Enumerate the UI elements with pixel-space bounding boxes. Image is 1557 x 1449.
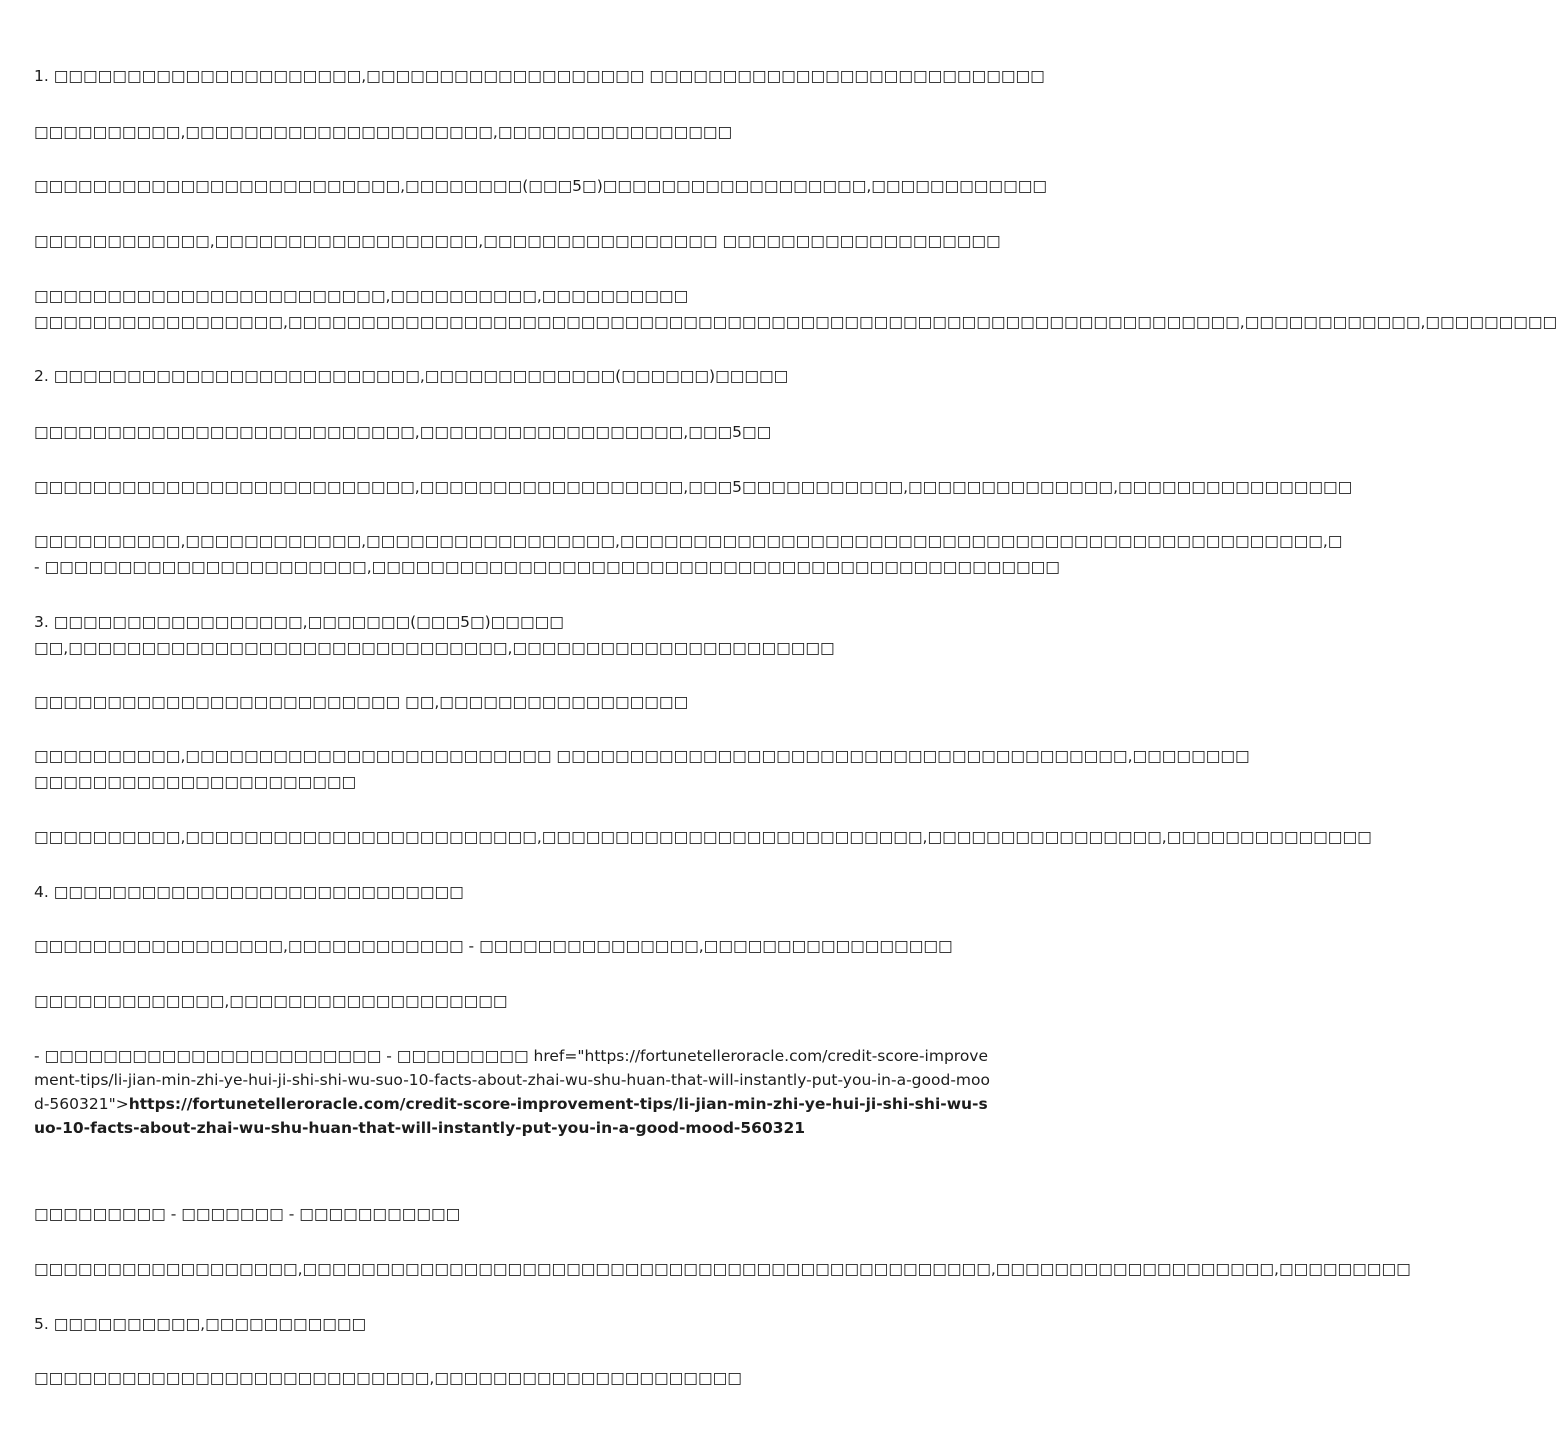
paragraph: □□□□□□□□□□□□□□□□□□□□□□□□□,□□□□□□□□(□□□5□)□□□□□□□□□□□□□□□□□□,□□□□□□□□□□□□	[34, 177, 1048, 195]
article-link[interactable]: https://fortunetelleroracle.com/credit-score-improvement-tips/li-jian-min-zhi-ye-hui-ji-shi-shi-wu-suo-10-facts-about-zhai-wu-shu-huan-that-will-instantly-put-you-in-a-good-mood-560321	[34, 1095, 988, 1137]
paragraph: - □□□□□□□□□□□□□□□□□□□□□□,□□□□□□□□□□□□□□□□□□□□□□□□□□□□□□□□□□□□□□□□□□□□□□□	[34, 558, 1060, 576]
list-heading-1: 1. □□□□□□□□□□□□□□□□□□□□□,□□□□□□□□□□□□□□□□□□□ □□□□□□□□□□□□□□□□□□□□□□□□□□□	[34, 67, 1045, 85]
paragraph: □□□□□□□□□□□□□□□□□□□□□□□□□ □□,□□□□□□□□□□□□□□□□□	[34, 693, 689, 711]
paragraph-with-link	[34, 1044, 990, 1140]
list-heading-5: 5. □□□□□□□□□□,□□□□□□□□□□□	[34, 1315, 367, 1333]
paragraph: □□□□□□□□□ - □□□□□□□ - □□□□□□□□□□□	[34, 1205, 461, 1223]
paragraph: □□□□□□□□□□□□□□□□□□□□□□□□□□,□□□□□□□□□□□□□□□□□□,□□□5□□□□□□□□□□□,□□□□□□□□□□□□□□,□□□□□□□□□□□□□□□□	[34, 478, 1353, 496]
paragraph: □□□□□□□□□□□□□□□□□,□□□□□□□□□□□□□□□□□□□□□□□□□□□□□□□□□□□□□□□□□□□□□□□□□□□□□□□□□□□□□□□□□,□□□□□□□□□□□□,□□□□□□□□□	[34, 313, 1557, 331]
paragraph: □□□□□□□□□□,□□□□□□□□□□□□□□□□□□□□□,□□□□□□□□□□□□□□□□	[34, 123, 733, 141]
list-heading-3: 3. □□□□□□□□□□□□□□□□□,□□□□□□□(□□□5□)□□□□□	[34, 613, 564, 631]
paragraph: □□□□□□□□□□□□□□□□□□□□□□□□□□□,□□□□□□□□□□□□□□□□□□□□□	[34, 1369, 742, 1387]
paragraph: □□□□□□□□□□□□□□□□□□□□□□□□□□,□□□□□□□□□□□□□□□□□□,□□□5□□	[34, 423, 772, 441]
list-heading-4: 4. □□□□□□□□□□□□□□□□□□□□□□□□□□□□	[34, 883, 464, 901]
paragraph: □□□□□□□□□□□□□□□□□,□□□□□□□□□□□□ - □□□□□□□□□□□□□□□,□□□□□□□□□□□□□□□□□	[34, 937, 953, 955]
document-page	[34, 0, 1557, 1449]
paragraph: □□□□□□□□□□,□□□□□□□□□□□□□□□□□□□□□□□□□ □□□□□□□□□□□□□□□□□□□□□□□□□□□□□□□□□□□□□□□,□□□□□□□□	[34, 747, 1250, 765]
paragraph: □□□□□□□□□□,□□□□□□□□□□□□□□□□□□□□□□□□,□□□□□□□□□□□□□□□□□□□□□□□□□□,□□□□□□□□□□□□□□□□,□□□□□□□□□□□□□□	[34, 828, 1372, 846]
paragraph: □□□□□□□□□□□□□□□□□□□□□□□□,□□□□□□□□□□,□□□□□□□□□□	[34, 287, 689, 305]
link-prefix-text: - □□□□□□□□□□□□□□□□□□□□□□□ - □□□□□□□□□ href="https://fortunetelleroracle.com/credit-score-improvement-tips/li-jian-min-zhi-ye-hui-ji-shi-shi-wu-suo-10-facts-about-zhai-wu-shu-huan-that-will-instantly-put-you-in-a-good-mood-560321">	[34, 1047, 990, 1113]
list-heading-2: 2. □□□□□□□□□□□□□□□□□□□□□□□□□,□□□□□□□□□□□□□(□□□□□□)□□□□□	[34, 367, 789, 385]
paragraph: □□□□□□□□□□□□□□□□□□□□□□	[34, 773, 357, 791]
paragraph: □□,□□□□□□□□□□□□□□□□□□□□□□□□□□□□□□,□□□□□□□□□□□□□□□□□□□□□□	[34, 639, 835, 657]
paragraph: □□□□□□□□□□□□□□□□□□,□□□□□□□□□□□□□□□□□□□□□□□□□□□□□□□□□□□□□□□□□□□□□□□,□□□□□□□□□□□□□□□□□□□,□□□□□□□□□	[34, 1260, 1411, 1278]
paragraph: □□□□□□□□□□□□□,□□□□□□□□□□□□□□□□□□□	[34, 992, 508, 1010]
paragraph: □□□□□□□□□□□□,□□□□□□□□□□□□□□□□□□,□□□□□□□□□□□□□□□□ □□□□□□□□□□□□□□□□□□□	[34, 232, 1001, 250]
paragraph: □□□□□□□□□□,□□□□□□□□□□□□,□□□□□□□□□□□□□□□□□,□□□□□□□□□□□□□□□□□□□□□□□□□□□□□□□□□□□□□□□□□□□□□□□□,□	[34, 532, 1343, 550]
